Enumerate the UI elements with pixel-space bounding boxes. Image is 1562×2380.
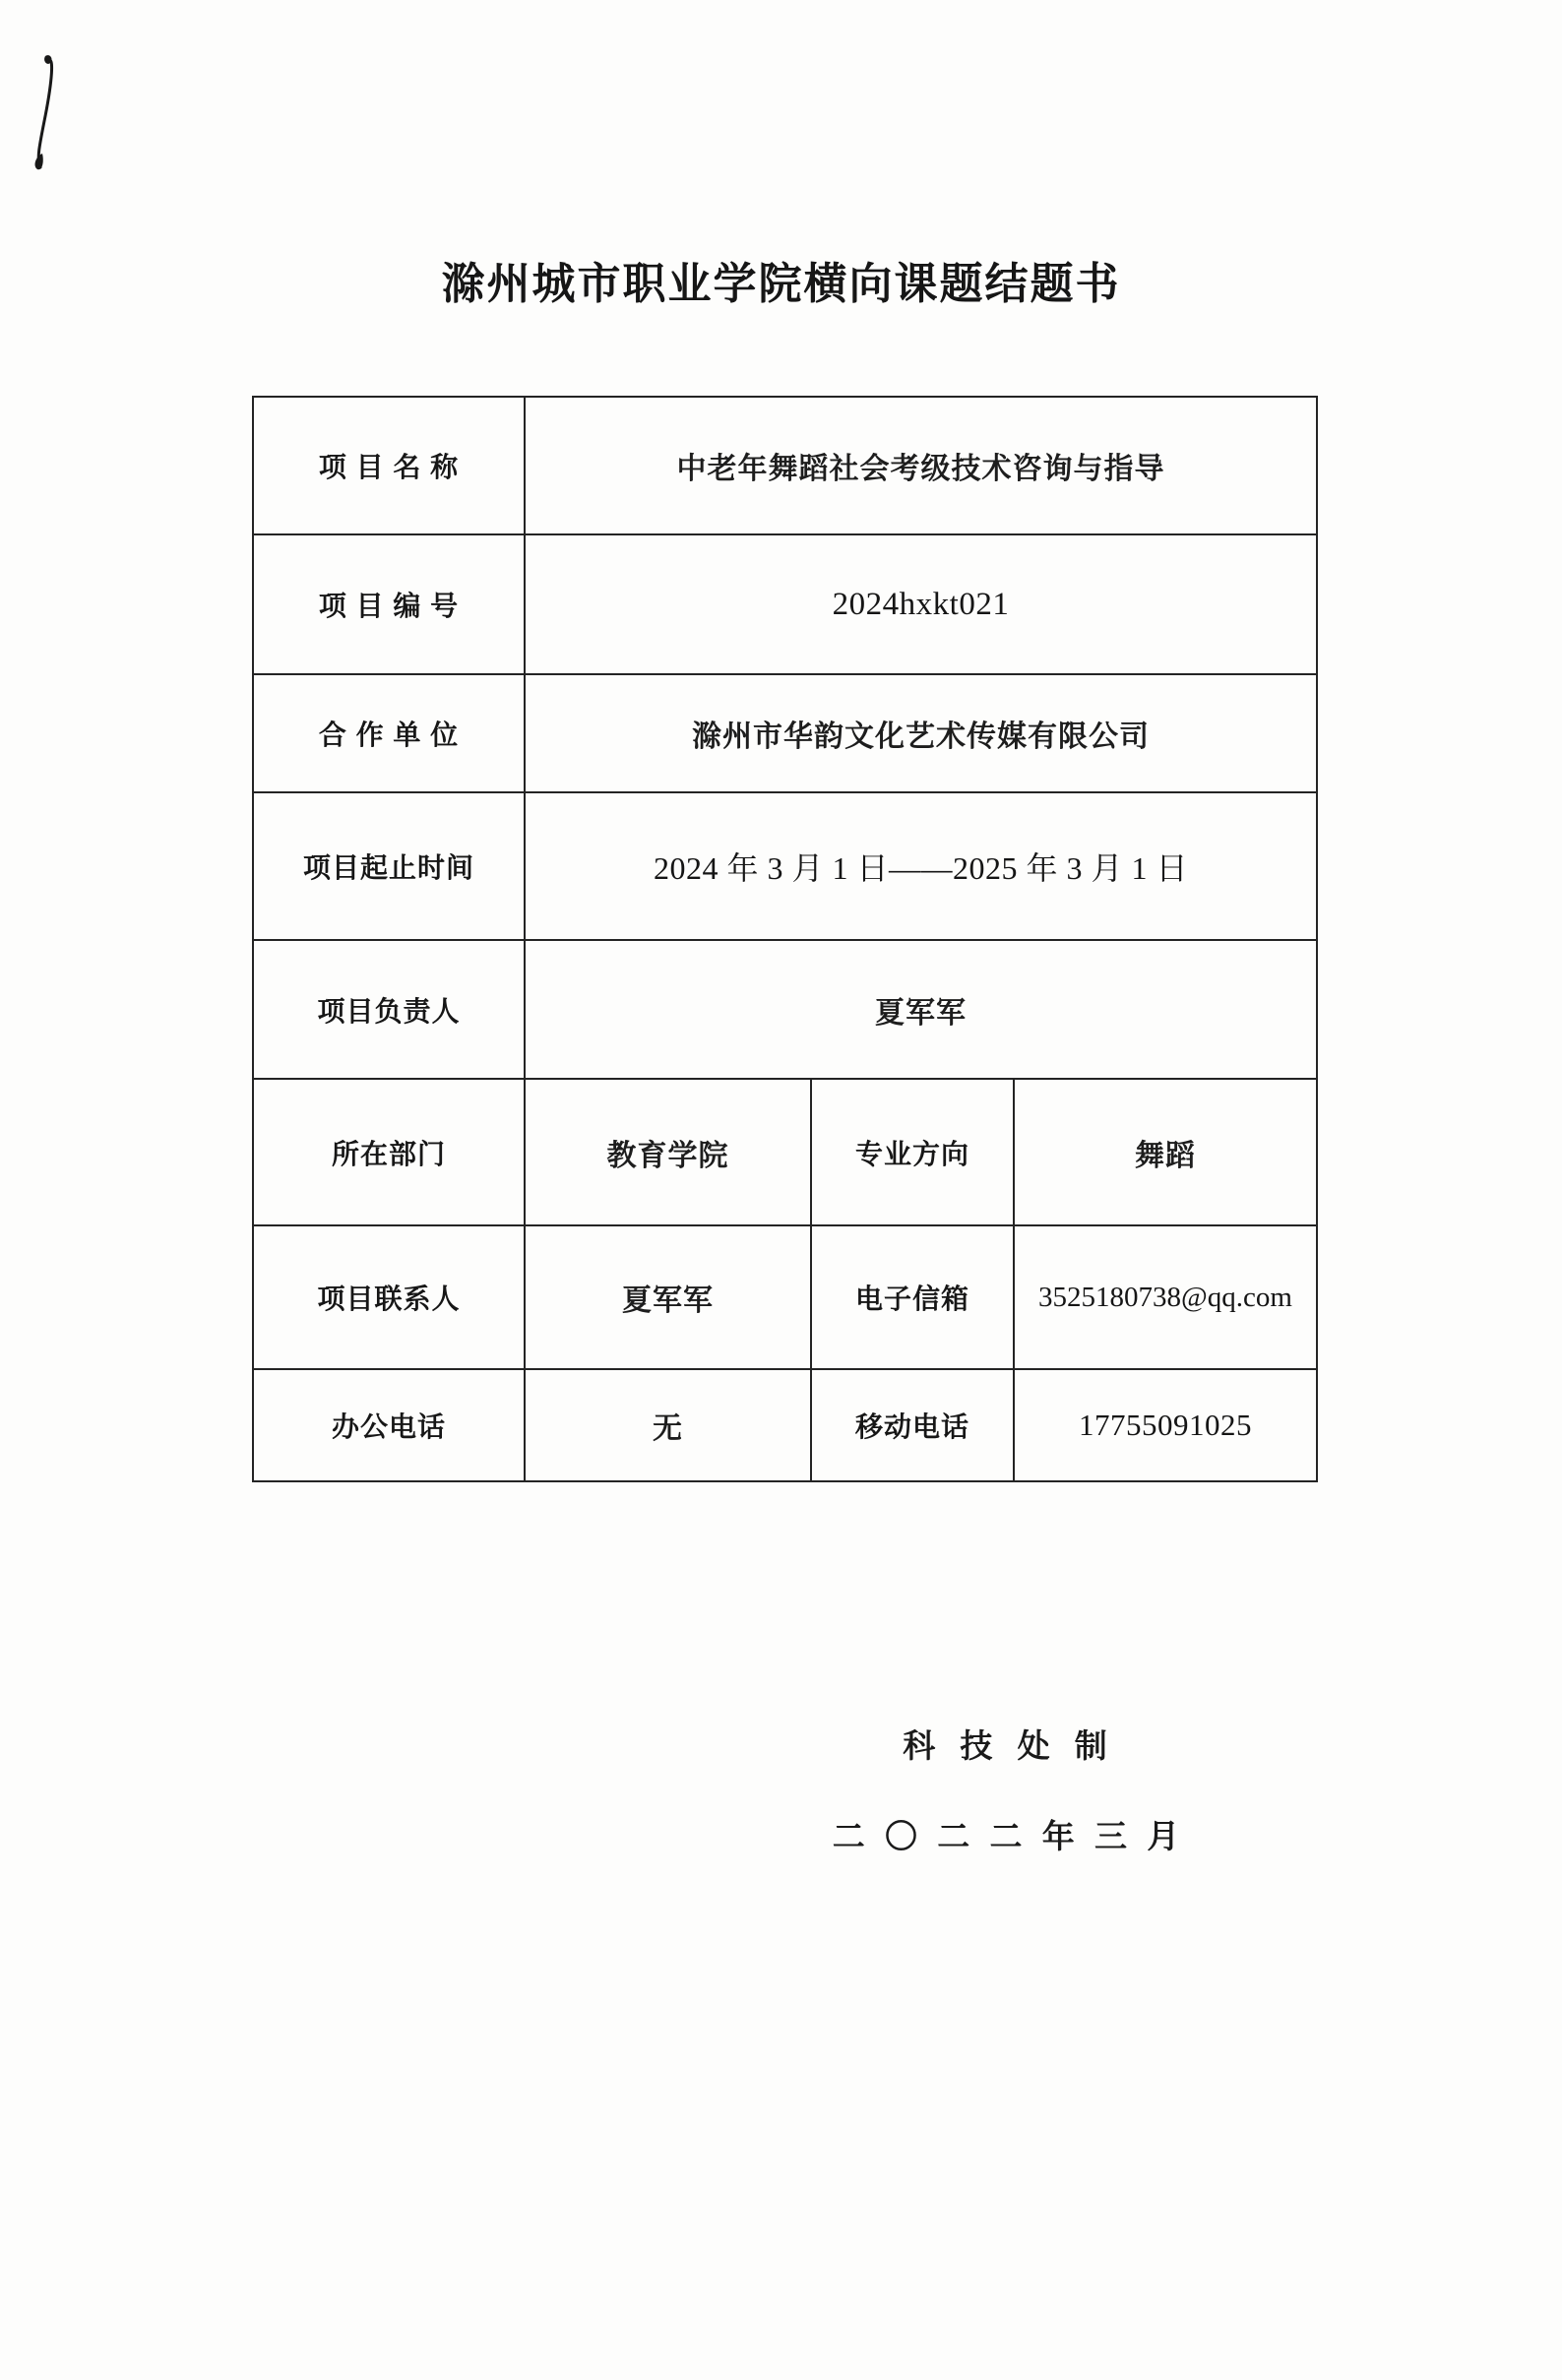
document-title: 滁州城市职业学院横向课题结题书 [441, 260, 1121, 308]
field-label-department: 所在部门 [253, 1079, 525, 1225]
row-phones [253, 1369, 1317, 1481]
scan-artifact-mark [30, 51, 61, 175]
field-label-mobile-phone: 移动电话 [811, 1369, 1014, 1481]
row-partner-unit [253, 674, 1317, 792]
field-value-partner-unit: 滁州市华韵文化艺术传媒有限公司 [525, 674, 1317, 792]
field-label-project-name: 项 目 名 称 [253, 397, 525, 534]
field-label-major-direction: 专业方向 [811, 1079, 1014, 1225]
row-project-leader [253, 940, 1317, 1079]
row-project-number [253, 534, 1317, 674]
row-project-duration [253, 792, 1317, 940]
field-label-project-duration: 项目起止时间 [253, 792, 525, 940]
field-label-project-number: 项 目 编 号 [253, 534, 525, 674]
field-value-mobile-phone: 17755091025 [1014, 1369, 1317, 1481]
field-label-partner-unit: 合 作 单 位 [253, 674, 525, 792]
field-value-project-duration: 2024 年 3 月 1 日——2025 年 3 月 1 日 [525, 792, 1317, 940]
field-value-project-number: 2024hxkt021 [525, 534, 1317, 674]
footer-date-line: 二 〇 二 二 年 三 月 [832, 1820, 1186, 1855]
field-value-department: 教育学院 [525, 1079, 811, 1225]
field-value-email: 3525180738@qq.com [1014, 1225, 1317, 1369]
row-department-major [253, 1079, 1317, 1225]
field-value-office-phone: 无 [525, 1369, 811, 1481]
field-value-contact-person: 夏军军 [525, 1225, 811, 1369]
field-value-major-direction: 舞蹈 [1014, 1079, 1317, 1225]
field-value-project-name: 中老年舞蹈社会考级技术咨询与指导 [525, 397, 1317, 534]
footer-issuer-line: 科 技 处 制 [903, 1727, 1115, 1764]
field-value-project-leader: 夏军军 [525, 940, 1317, 1079]
field-label-email: 电子信箱 [811, 1225, 1014, 1369]
field-label-contact-person: 项目联系人 [253, 1225, 525, 1369]
row-contact-email [253, 1225, 1317, 1369]
field-label-project-leader: 项目负责人 [253, 940, 525, 1079]
row-project-name [253, 397, 1317, 534]
project-info-table [252, 396, 1318, 1482]
field-label-office-phone: 办公电话 [253, 1369, 525, 1481]
